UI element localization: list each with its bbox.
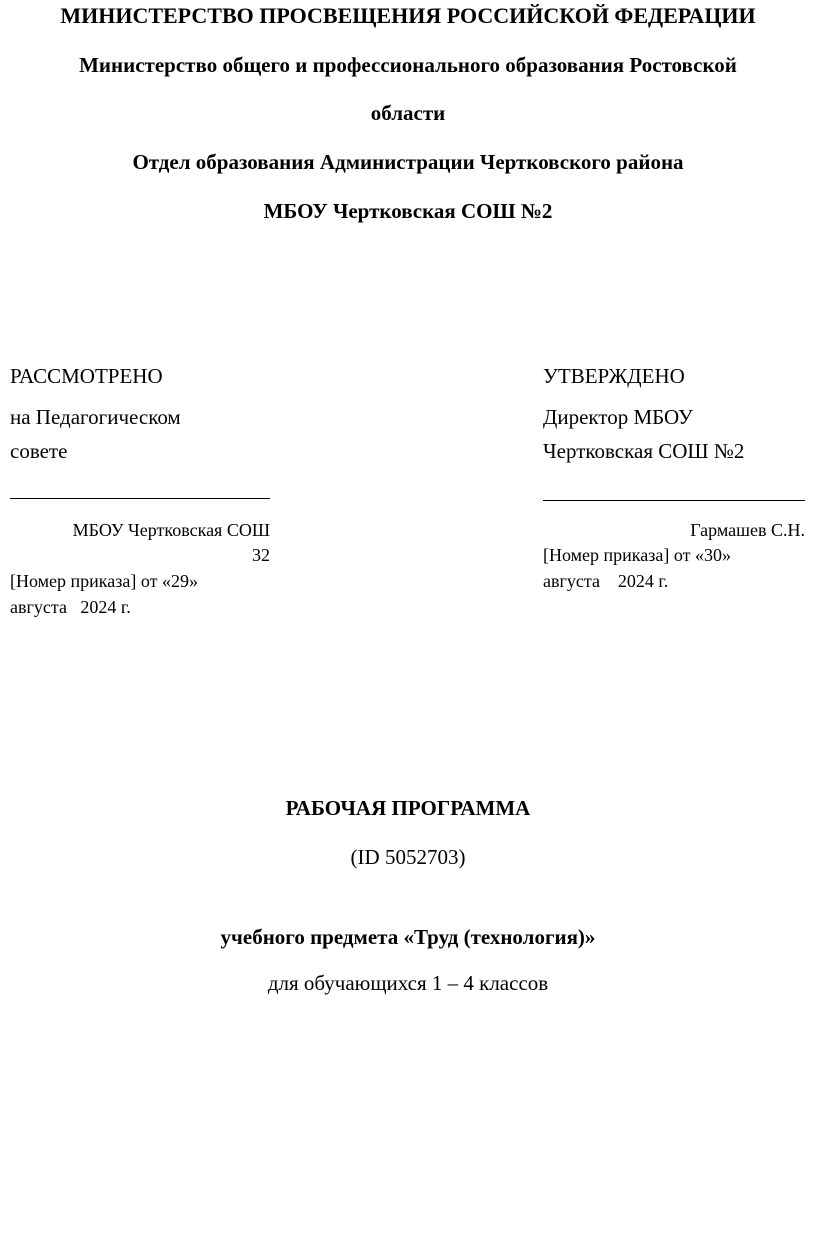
program-audience: для обучающихся 1 – 4 классов xyxy=(267,971,549,995)
left-order-line1: [Номер приказа] от «29» xyxy=(10,571,198,591)
left-approval-title: РАССМОТРЕНО xyxy=(10,364,163,388)
right-approval-body-line1: Директор МБОУ xyxy=(543,405,693,429)
left-approval-body-line2: совете xyxy=(10,439,68,463)
program-id: (ID 5052703) xyxy=(350,845,466,869)
school-title: МБОУ Чертковская СОШ №2 xyxy=(263,199,553,223)
left-approval-body-line1: на Педагогическом xyxy=(10,405,181,429)
right-approval-title: УТВЕРЖДЕНО xyxy=(543,364,685,388)
regional-ministry-line2: области xyxy=(370,101,446,125)
right-approval-body-line2: Чертковская СОШ №2 xyxy=(543,439,745,463)
regional-ministry-line1: Министерство общего и профессионального образования Ростовской xyxy=(79,53,737,77)
left-signer-line1: МБОУ Чертковская СОШ xyxy=(72,520,270,540)
right-signature-line xyxy=(543,500,805,501)
right-order-line1: [Номер приказа] от «30» xyxy=(543,545,731,565)
ministry-title: МИНИСТЕРСТВО ПРОСВЕЩЕНИЯ РОССИЙСКОЙ ФЕДЕРАЦИИ xyxy=(60,3,756,28)
department-title: Отдел образования Администрации Чертковского района xyxy=(132,150,684,174)
left-signature-line xyxy=(10,498,270,499)
program-title: РАБОЧАЯ ПРОГРАММА xyxy=(285,796,531,820)
right-signer-name: Гармашев С.Н. xyxy=(690,520,805,540)
program-subject: учебного предмета «Труд (технология)» xyxy=(220,925,596,949)
left-signer-line2: 32 xyxy=(252,545,270,565)
left-order-line2: августа 2024 г. xyxy=(10,597,131,617)
right-order-line2: августа 2024 г. xyxy=(543,571,669,591)
